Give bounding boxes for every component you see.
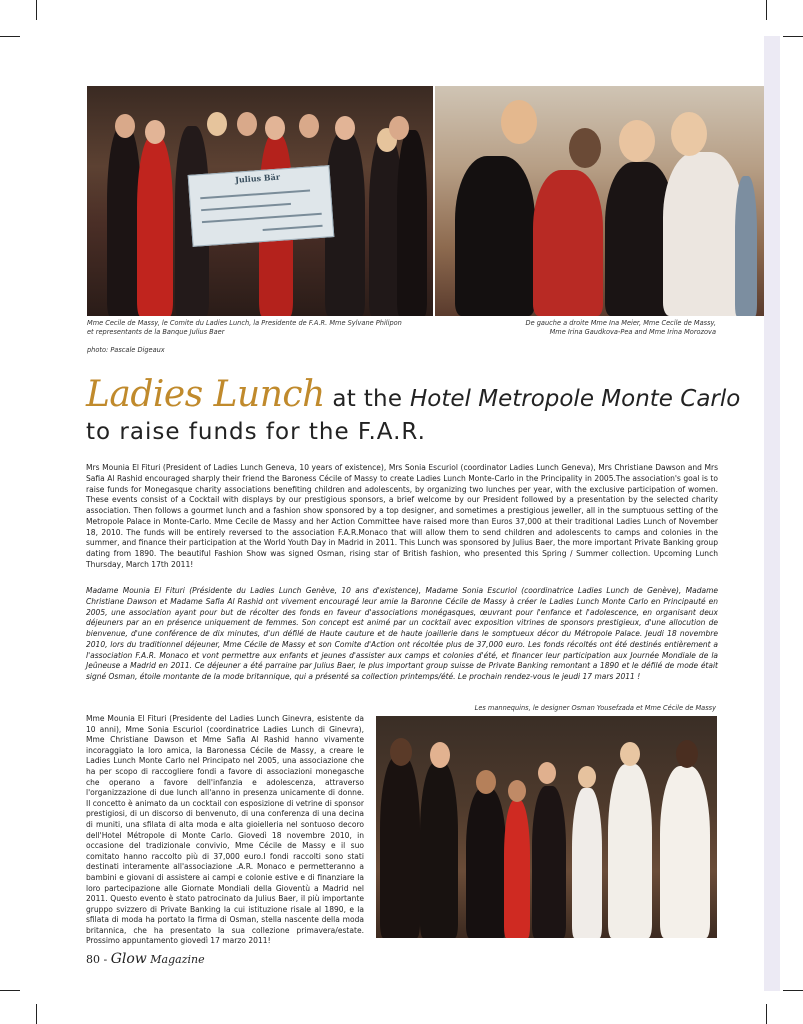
photo-models-designer xyxy=(376,716,717,938)
caption-top-left-line2: et representants de la Banque Julius Baer xyxy=(87,327,225,336)
footer-separator: - xyxy=(100,953,111,966)
page-number: 80 xyxy=(86,953,100,966)
crop-mark xyxy=(0,990,20,991)
crop-mark xyxy=(36,0,37,20)
crop-mark xyxy=(0,36,20,37)
crop-mark xyxy=(766,0,767,20)
article-title-line1 xyxy=(86,374,740,415)
title-ladies-lunch: Ladies Lunch xyxy=(86,374,325,415)
caption-top-left xyxy=(87,319,427,336)
caption-bottom-right: Les mannequins, le designer Osman Yousefzada et Mme Cécile de Massy xyxy=(474,704,716,712)
crop-mark xyxy=(36,1004,37,1024)
crop-mark xyxy=(783,990,803,991)
title-venue: Hotel Metropole Monte Carlo xyxy=(409,386,741,412)
caption-top-right-line2: Mme Irina Gaudkova-Pea and Mme Irina Morozova xyxy=(549,327,716,336)
photo-credit: photo: Pascale Digeaux xyxy=(87,346,165,354)
article-body-french: Madame Mounia El Fituri (Présidente du Ladies Lunch Genève, 10 ans d'existence), Madame Sonia Escuriol (coordinatrice Ladies Lunch de Genève), Madame Christiane Dawson et Madame Safia Al Rashid ont vivement encouragé leur amie la Baronne Cécile de Massy à créer le Ladies Lunch Monte Carlo en Principauté en 2005, une association ayant pour but de récolter des fonds en faveur d'associations monégasques, œuvrant pour l'enfance et l'adolescence, en organisant deux déjeuners par an en présence uniquement de femmes. Son concept est animé par un cocktail avec exposition vitrines de sponsors prestigieux, d'une allocution de bienvenue, d'une conférence de dix minutes, d'un défilé de Haute cauture et de haute joaillerie dans le somptueux décor du Métropole Palace. Jeudi 18 novembre 2010, lors du traditionnel déjeuner, Mme Cécile de Massy et son Comite d'Action ont récoltée plus de 37,000 euro. Les fonds récoltés ont été destinés entièrement a l'association F.A.R. Monaco et vont permettre aux enfants et jeunes d'assister aux camps et colonies d'été, et financer leur participation aux Journée Mondiale de la Jeûneuse a Madrid en 2011. Ce déjeuner a été parraine par Julius Baer, le plus important group suisse de Private Banking remontant a 1890 et le défilé de mode était signé Osman, étoile montante de la mode britannique, qui a présenté sa collection printemps/été. Le prochain rendez-vous le jeudi 17 mars 2011 ! xyxy=(86,586,718,681)
caption-top-left-line1: Mme Cecile de Massy, le Comite du Ladies Lunch, la Presidente de F.A.R. Mme Sylvane Philipon xyxy=(87,319,402,327)
title-at-the: at the xyxy=(324,386,410,412)
caption-top-right-line1: De gauche a droite Mme Ina Meier, Mme Cecile de Massy, xyxy=(525,319,716,327)
magazine-logo-glow: Glow xyxy=(110,951,147,967)
photo-four-women xyxy=(435,86,764,316)
page-edge-strip xyxy=(764,36,780,991)
page-footer xyxy=(86,950,205,968)
giant-check xyxy=(188,165,335,247)
crop-mark xyxy=(766,1004,767,1024)
article-title-line2: to raise funds for the F.A.R. xyxy=(86,419,426,445)
article-body-english: Mrs Mounia El Fituri (President of Ladies Lunch Geneva, 10 years of existence), Mrs Sonia Escuriol (coordinator Ladies Lunch Geneva), Mrs Christiane Dawson and Mrs Safia Al Rashid encouraged sharply their friend the Baroness Cécile of Massy to create Ladies Lunch Monte-Carlo in the Principality in 2005.The association's goal is to raise funds for Monegasque charity associations benefiting children and adolescents, by organizing two lunches per year, with the exclusive participation of women. These events consist of a Cocktail with displays by our prestigious sponsors, a brief welcome by our President followed by a presentation by the selected charity association. Then follows a gourmet lunch and a fashion show sponsored by a top designer, and sometimes a prestigious jeweller, all in the sumptuous setting of the Metropole Palace in Monte-Carlo. Mme Cecile de Massy and her Action Committee have raised more than Euros 37,000 at their traditional Ladies Lunch of November 18, 2010. The funds will be entirely reversed to the association F.A.R.Monaco that will allow them to send children and adolescents to camps and colonies in the summer, and finance their participation at the World Youth Day in Madrid in 2011. This Lunch was sponsored by Julius Baer, the more important Private Banking group dating from 1890. The beautiful Fashion Show was signed Osman, rising star of British fashion, who presented this Spring / Summer collection. Upcoming Lunch Thursday, March 17th 2011! xyxy=(86,463,718,569)
magazine-logo-word: Magazine xyxy=(146,953,205,966)
crop-mark xyxy=(783,36,803,37)
check-bank-name: Julius Bär xyxy=(234,171,281,185)
caption-top-right xyxy=(464,319,716,336)
article-body-italian: Mme Mounia El Fituri (Presidente del Ladies Lunch Ginevra, esistente da 10 anni), Mme Sonia Escuriol (coordinatrice Ladies Lunch di Ginevra), Mme Christiane Dawson et Mme Safia Al Rashid hanno vivamente incoraggiato la loro amica, la Baronessa Cécile de Massy, a creare le Ladies Lunch Monte Carlo nel Principato nel 2005, una associazione che ha per scopo di raccogliere fondi a favore di associazioni monegasche che operano a favore dell'infanzia e adolescenza, attraverso l'organizzazione di due lunch all'anno in presenza unicamente di donne. Il concetto è animato da un cocktail con esposizione di vetrine di sponsor prestigiosi, di un discorso di benvenuto, di una conferenza di una decina di muniti, una sfilata di alta moda e alta gioielleria nel sontuoso decoro dell'Hotel Métropole di Monte Carlo. Giovedì 18 novembre 2010, in occasione del tradizionale convivio, Mme Cécile de Massy e il suo comitato hanno raccolto più di 37,000 euro.I fondi raccolti sono stati destinati interamente all'associazione .A.R. Monaco e permetteranno a bambini e giovani di assistere ai campi e colonie estive e di finanziare la loro partecipazione alle Giornate Mondiali della Gioventù a Madrid nel 2011. Questo evento è stato patrocinato da Julius Baer, il più importante gruppo svizzero di Private Banking la cui istituzione risale al 1890, e la sfilata di moda ha portato la firma di Osman, stella nascente della moda britannica, che ha presentato la sua collezione primavera/estate. Prossimo appuntamento giovedì 17 marzo 2011! xyxy=(86,714,364,946)
